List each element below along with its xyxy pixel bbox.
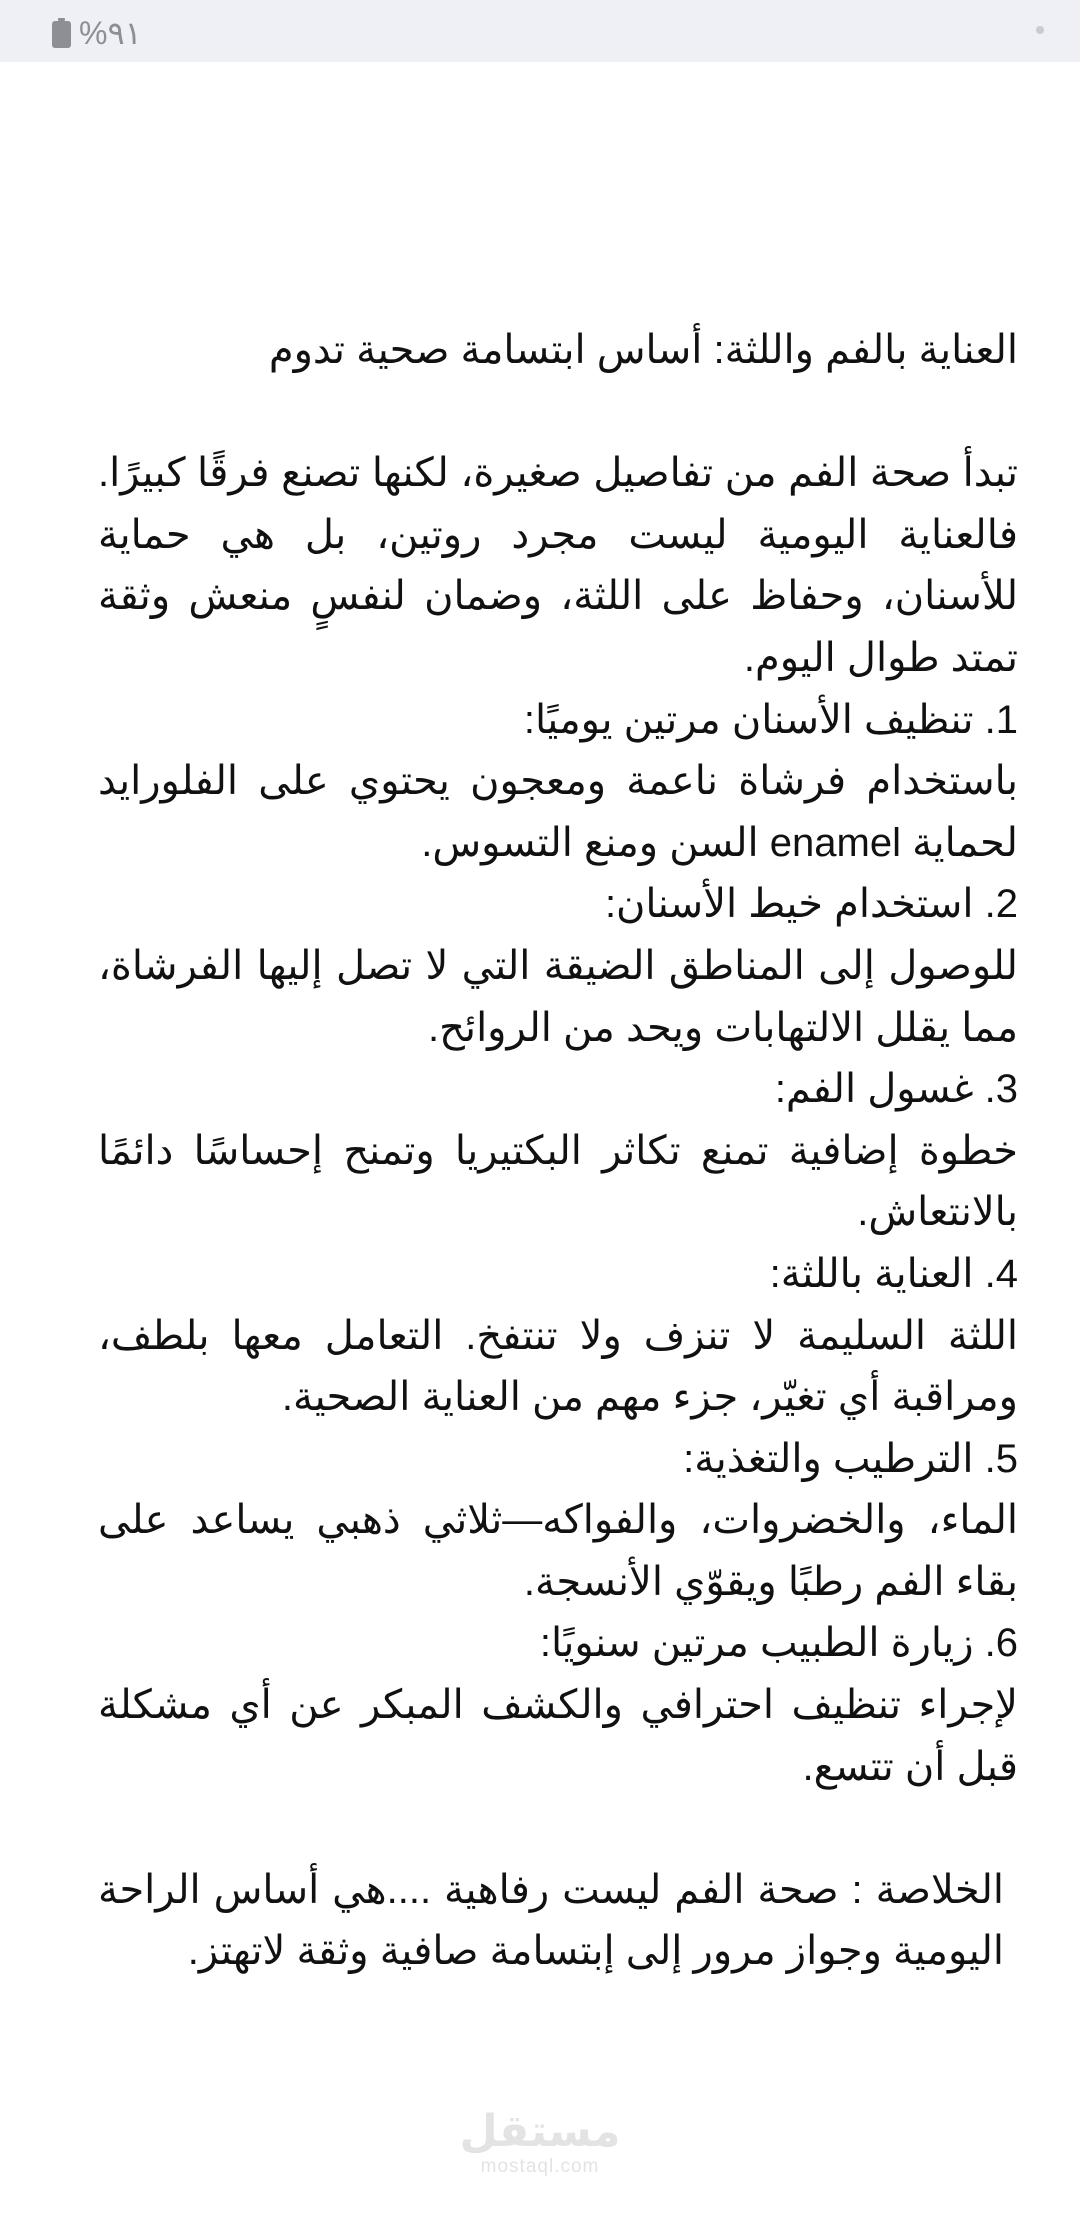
status-bar xyxy=(0,0,1080,62)
item-heading-3: 3. غسول الفم: xyxy=(774,1067,1018,1112)
battery-icon xyxy=(52,18,71,48)
item-body-4: اللثة السليمة لا تنزف ولا تنتفخ. التعامل معها بلطف، ومراقبة أي تغيّر، جزء مهم من العناية الصحية. xyxy=(98,1313,1018,1420)
item-heading-4: 4. العناية باللثة: xyxy=(769,1251,1018,1296)
article-intro: تبدأ صحة الفم من تفاصيل صغيرة، لكنها تصنع فرقًا كبيرًا. فالعناية اليومية ليست مجرد روتين، بل هي حماية للأسنان، وحفاظ على اللثة، وضمان لنفسٍ منعش وثقة تمتد طوال اليوم. xyxy=(98,451,1018,680)
battery-percentage: %٩١ xyxy=(79,15,142,51)
article-text xyxy=(98,320,1018,1983)
spacer xyxy=(98,1798,1018,1860)
item-body-5: الماء، والخضروات، والفواكه—ثلاثي ذهبي يساعد على بقاء الفم رطبًا ويقوّي الأنسجة. xyxy=(98,1498,1018,1604)
item-body-6: لإجراء تنظيف احترافي والكشف المبكر عن أي مشكلة قبل أن تتسع. xyxy=(98,1683,1018,1789)
spacer xyxy=(98,382,1018,444)
item-heading-1: 1. تنظيف الأسنان مرتين يوميًا: xyxy=(523,697,1018,742)
item-heading-6: 6. زيارة الطبيب مرتين سنويًا: xyxy=(539,1621,1018,1666)
item-heading-5: 5. الترطيب والتغذية: xyxy=(683,1436,1018,1481)
item-heading-2: 2. استخدام خيط الأسنان: xyxy=(604,882,1018,927)
article-title: العناية بالفم واللثة: أساس ابتسامة صحية تدوم xyxy=(268,328,1018,372)
article-conclusion: الخلاصة : صحة الفم ليست رفاهية ....هي أساس الراحة اليومية وجواز مرور إلى إبتسامة صافية وثقة لاتهتز. xyxy=(98,1867,1004,1974)
item-body-1: باستخدام فرشاة ناعمة ومعجون يحتوي على الفلورايد لحماية enamel السن ومنع التسوس. xyxy=(98,759,1018,865)
item-body-3: خطوة إضافية تمنع تكاثر البكتيريا وتمنح إحساسًا دائمًا بالانتعاش. xyxy=(98,1128,1018,1235)
watermark-domain: mostaql.com xyxy=(480,2156,600,2177)
item-body-2: للوصول إلى المناطق الضيقة التي لا تصل إليها الفرشاة، مما يقلل الالتهابات ويحد من الروائح. xyxy=(98,943,1018,1050)
mostaql-watermark xyxy=(0,2108,1080,2178)
battery-indicator xyxy=(52,14,142,52)
watermark-brand: مستقل xyxy=(459,2107,621,2156)
status-dot-icon xyxy=(1036,26,1044,34)
